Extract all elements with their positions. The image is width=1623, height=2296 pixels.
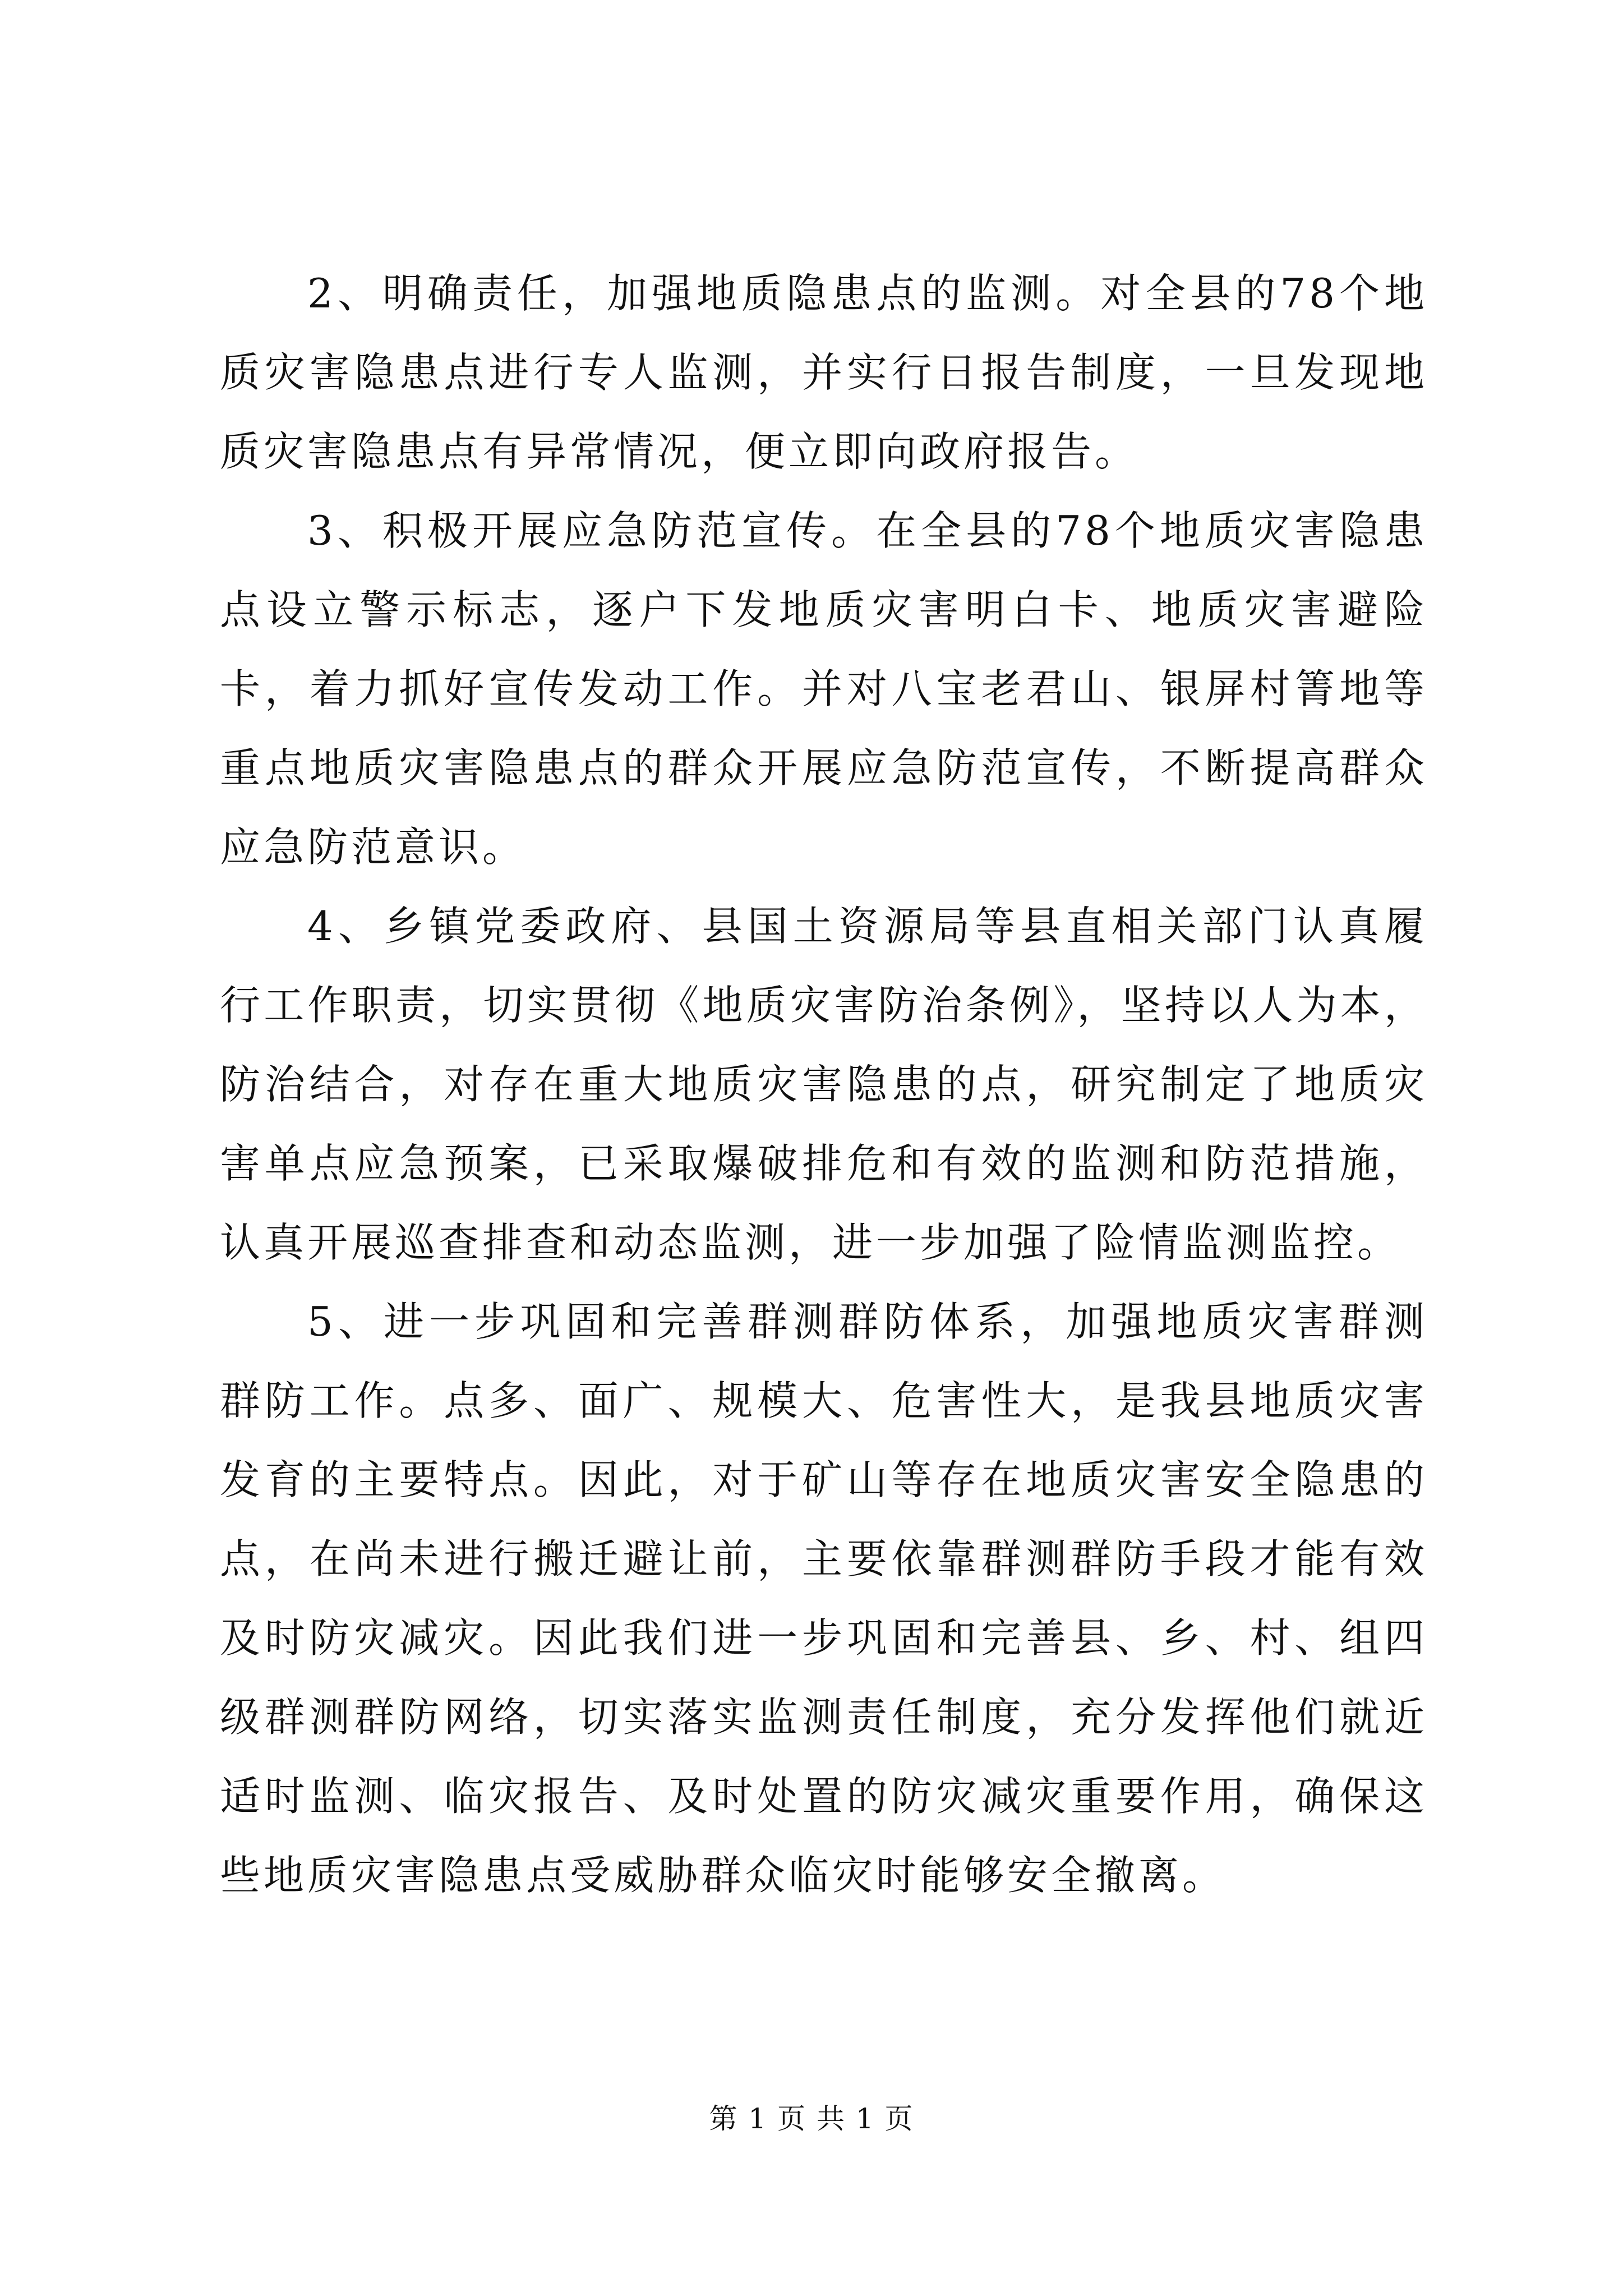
paragraph-2-monitoring: 2、明确责任，加强地质隐患点的监测。对全县的78个地质灾害隐患点进行专人监测，并实行日报告制度，一旦发现地质灾害隐患点有异常情况，便立即向政府报告。 (220, 270, 1428, 475)
paragraph-3-publicity: 3、积极开展应急防范宣传。在全县的78个地质灾害隐患点设立警示标志，逐户下发地质灾害明白卡、地质灾害避险卡，着力抓好宣传发动工作。并对八宝老君山、银屏村箐地等重点地质灾害隐患点的群众开展应急防范宣传，不断提高群众应急防范意识。 (220, 507, 1428, 871)
paragraph-5-mass-monitoring: 5、进一步巩固和完善群测群防体系，加强地质灾害群测群防工作。点多、面广、规模大、危害性大，是我县地质灾害发育的主要特点。因此，对于矿山等存在地质灾害安全隐患的点，在尚未进行搬迁避让前，主要依靠群测群防手段才能有效及时防灾减灾。因此我们进一步巩固和完善县、乡、村、组四级群测群防网络，切实落实监测责任制度，充分发挥他们就近适时监测、临灾报告、及时处置的防灾减灾重要作用，确保这些地质灾害隐患点受威胁群众临灾时能够安全撤离。 (220, 1298, 1428, 1899)
document-body (220, 254, 1428, 1915)
page-footer: 第 1 页 共 1 页 (709, 2102, 914, 2135)
paragraph-4-responsibilities: 4、乡镇党委政府、县国土资源局等县直相关部门认真履行工作职责，切实贯彻《地质灾害防治条例》，坚持以人为本，防治结合，对存在重大地质灾害隐患的点，研究制定了地质灾害单点应急预案，已采取爆破排危和有效的监测和防范措施，认真开展巡查排查和动态监测，进一步加强了险情监测监控。 (220, 903, 1428, 1266)
